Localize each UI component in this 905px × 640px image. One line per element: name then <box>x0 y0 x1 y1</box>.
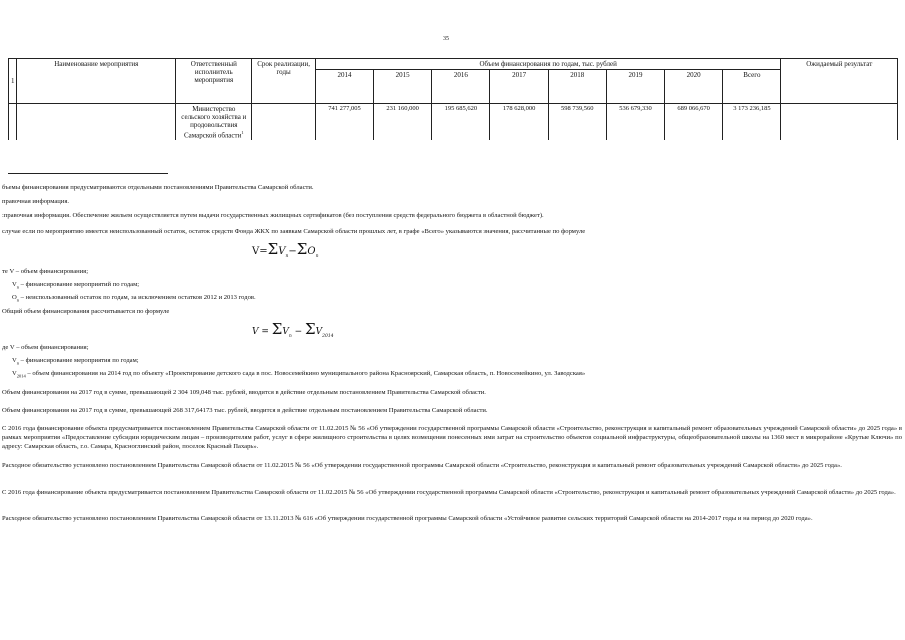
financing-table <box>8 58 898 140</box>
where-1: те V – объем финансирования; <box>2 268 89 275</box>
table-row <box>9 104 898 141</box>
value-cell: 178 628,000 <box>490 104 548 141</box>
note-1: бъемы финансирования предусматриваются отдельными постановлениями Правительства Самарской области. <box>2 184 314 191</box>
note-11: Расходное обязательство установлено постановлением Правительства Самарской области от 13.11.2013 № 616 «Об утверждении государственной программы Самарской области «Устойчивое развитие сельских территорий Самарской области на 2014-2017 годы и на период до 2020 года». <box>2 515 813 522</box>
note-6: Объем финансирования на 2017 год в сумме, превышающей 2 304 109,048 тыс. рублей, вводится в действие отдельным постановлением Правительства Самарской области. <box>2 389 486 396</box>
note-3: :правочная информация. Обеспечение жильем осуществляется путем выдачи государственных жилищных сертификатов (без поступления средств федерального бюджета в областной бюджет). <box>2 212 544 219</box>
year-header: Всего <box>723 70 781 104</box>
value-cell: 689 066,670 <box>665 104 723 141</box>
value-cell: 598 739,560 <box>548 104 606 141</box>
vn-definition: $V_n$ – финансирование мероприятий по годам; <box>12 281 140 290</box>
vn-definition-2: $V_n$ – финансирование мероприятия по годам; <box>12 357 139 366</box>
responsible-cell: Министерство сельского хозяйства и продовольствия Самарской области$^1$ <box>176 104 252 141</box>
formula-2: $V = \Sigma V_n - \Sigma V_{2014}$ <box>252 320 334 339</box>
year-header: 2015 <box>374 70 432 104</box>
note-9: Расходное обязательство установлено постановлением Правительства Самарской области от 11.02.2015 № 56 «Об утверждении государственной программы Самарской области «Строительство, реконструкция и капитальный ремонт образовательных учреждений Самарской области» до 2025 года». <box>2 462 842 469</box>
value-cell: 195 685,620 <box>432 104 490 141</box>
year-header: 2014 <box>315 70 373 104</box>
where-2: де V – объем финансирования; <box>2 344 89 351</box>
year-header: 2017 <box>490 70 548 104</box>
note-5: Общий объем финансирования рассчитывается по формуле <box>2 308 170 315</box>
note-10: С 2016 года финансирование объекта предусматривается постановлением Правительства Самарской области от 11.02.2015 № 56 «Об утверждении государственной программы Самарской области «Строительство, реконструкция и капитальный ремонт образовательных учреждений Самарской области» до 2025 года». <box>2 489 896 496</box>
value-cell: 741 277,005 <box>315 104 373 141</box>
header-financing: Объем финансирования по годам, тыс. рублей <box>315 59 781 70</box>
on-definition: $O_n$ – неиспользованный остаток по годам, за исключением остатков 2012 и 2013 годов. <box>12 294 256 303</box>
year-header: 2016 <box>432 70 490 104</box>
page-number: 35 <box>443 36 449 42</box>
note-7: Объем финансирования на 2017 год в сумме, превышающей 268 317,64173 тыс. рублей, вводится в действие отдельным постановлением Правительства Самарской области. <box>2 407 488 414</box>
footnote-divider <box>8 173 168 174</box>
year-header: 2019 <box>606 70 664 104</box>
note-2: правочная информация. <box>2 198 70 205</box>
year-header: 2018 <box>548 70 606 104</box>
header-name: Наименование мероприятия <box>17 59 176 104</box>
note-4: случае если по мероприятию имеется неиспользованный остаток, остаток средств Фонда ЖКХ по заявкам Самарской области прошлых лет, в графе «Всего» указываются значения, рассчитанные по формуле <box>2 228 586 235</box>
value-cell: 3 173 236,185 <box>723 104 781 141</box>
header-term: Срок реализации, годы <box>252 59 315 104</box>
v2014-definition: $V_{2014}$ – объем финансирования на 2014 год по объекту «Проектирование детского сада в пос. Новосемейкино муниципального района Красноярский, Самарская область, п. Новосемейкино, ул. Заводская» <box>12 370 586 379</box>
header-responsible: Ответственный исполнитель мероприятия <box>176 59 252 104</box>
col-index: 1 <box>9 59 17 104</box>
value-cell: 536 679,330 <box>606 104 664 141</box>
formula-1: $V=\Sigma V_n-\Sigma O_n$ <box>252 240 319 259</box>
value-cell: 231 160,000 <box>374 104 432 141</box>
header-result: Ожидаемый результат <box>781 59 898 104</box>
note-8: С 2016 года финансирование объекта предусматривается постановлением Правительства Самарской области от 11.02.2015 № 56 «Об утверждении государственной программы Самарской области «Строительство, реконструкция и капитальный ремонт образовательных учреждений Самарской области» до 2025 года» в рамках мероприятия «Предоставление субсидии юридическим лицам – производителям работ, услуг в сфере жилищного строительства в целях возмещения понесенных ими затрат на строительство объектов социальной инфраструктуры, общеобразовательной школы на 1360 мест в микрорайоне «Крутые Ключи» по адресу: Самарская область, г.о. Самара, Красноглинский район, поселок Красный Пахарь». <box>2 425 902 450</box>
year-header: 2020 <box>665 70 723 104</box>
